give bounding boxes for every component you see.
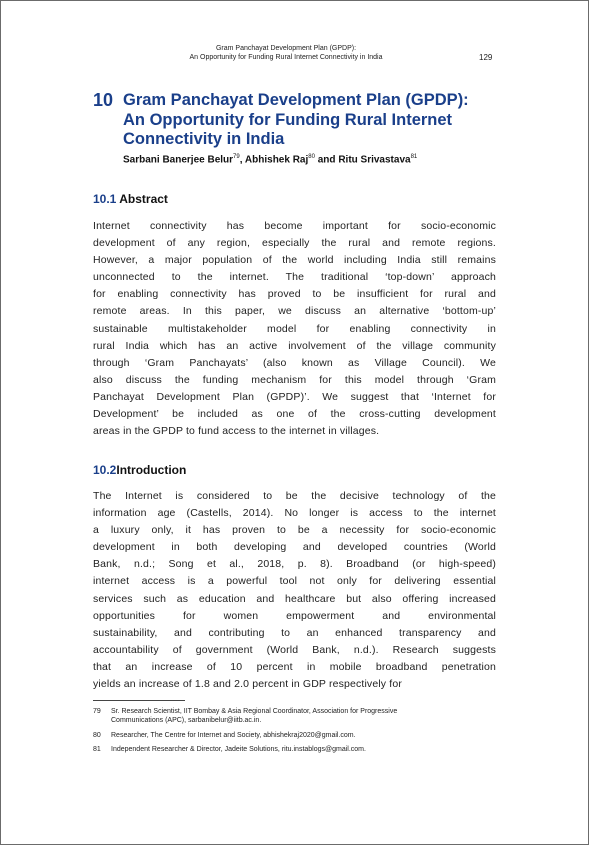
author-separator: and [314,154,339,166]
abstract-body [93,218,496,440]
text-line: areas in the GPDP to fund access to the internet in villages. [93,425,380,438]
footnote-79 [93,707,496,726]
author-name: Abhishek Raj [244,154,309,166]
footnote-number: 79 [93,708,101,715]
introduction-heading [93,463,186,477]
text-line: Panchayat Development Plan (GPDP)’. We suggest that ‘Internet for [93,390,496,403]
footnote-separator [93,700,185,701]
footnote-81 [93,745,496,754]
text-line: development in both developing and developed countries (World [93,541,496,554]
abstract-heading [93,192,168,206]
section-number: 10.2 [93,463,117,477]
text-line: opportunities for women empowerment and environmental [93,609,496,622]
footnote-number: 80 [93,732,101,739]
text-line: internet access is a powerful tool not only for delivering essential [93,575,496,588]
footnote-line: Sr. Research Scientist, IIT Bombay & Asia Regional Coordinator, Association for Progressive [111,708,398,715]
footnote-mark: 80 [308,154,315,160]
section-title: Introduction [116,463,187,477]
text-line: Bank, n.d.; Song et al., 2018, p. 8). Broadband (or high-speed) [93,558,496,571]
chapter-title [123,91,518,150]
footnote-number: 81 [93,746,101,753]
text-line: development of any region, especially the rural and remote regions. [93,237,496,250]
author-name: Ritu Srivastava [338,154,411,166]
page-number: 129 [479,53,493,62]
text-line: remote areas. In this paper, we discuss an alternative ‘bottom-up’ [93,305,496,318]
text-line: The Internet is considered to be the decisive technology of the [93,490,496,502]
running-header-line-2: An Opportunity for Funding Rural Internet Connectivity in India [189,54,383,61]
footnote-80 [93,731,496,740]
footnote-text: Independent Researcher & Director, Jadeite Solutions, ritu.instablogs@gmail.com. [111,746,366,753]
text-line: services such as education and healthcare but also offering increased [93,592,496,605]
text-line: However, a major population of the world including India still remains [93,254,496,267]
chapter-title-line-1: Gram Panchayat Development Plan (GPDP): [123,91,469,109]
footnote-mark: 79 [233,154,240,160]
running-header-line-1: Gram Panchayat Development Plan (GPDP): [215,45,357,52]
text-line: sustainability, and contributing to an enhanced transparency and [93,626,496,639]
footnote-text: Researcher, The Centre for Internet and Society, abhishekraj2020@gmail.com. [111,732,356,739]
author-list [123,154,503,165]
author-name: Sarbani Banerjee Belur [123,154,234,166]
text-line: also discuss the funding mechanism for this model through ‘Gram [93,373,496,386]
text-line: sustainable multistakeholder model for enabling connectivity in [93,322,496,335]
text-line: rural India which has an active involvement of the village community [93,339,496,352]
text-line: accountability of government (World Bank, n.d.). Research suggests [93,643,496,656]
text-line: a luxury only, it has proven to be a necessity for socio-economic [93,524,496,537]
text-line: through ‘Gram Panchayats’ (also known as Village Council). We [93,356,496,369]
footnote-line: Communications (APC), sarbanibelur@iitb.ac.in. [111,717,262,725]
introduction-body [93,488,496,693]
author-separator: , [239,154,245,166]
text-line: that an increase of 10 percent in mobile broadband penetration [93,660,496,673]
footnote-text [111,707,496,726]
section-title: Abstract [119,192,168,206]
section-number: 10.1 [93,192,117,206]
chapter-title-line-2: An Opportunity for Funding Rural Internet [123,110,453,129]
chapter-title-line-3: Connectivity in India [123,130,285,148]
text-line: Internet connectivity has become important for socio-economic [93,220,496,232]
text-line: Development’ be included as one of the cross-cutting development [93,408,496,421]
text-line: for enabling connectivity has proved to be insufficient for rural and [93,288,496,301]
text-line: information age (Castells, 2014). No longer is access to the internet [93,507,496,520]
text-line: yields an increase of 1.8 and 2.0 percent in GDP respectively for [93,678,402,691]
running-header [151,44,421,62]
text-line: unconnected to the internet. The traditional ‘top-down’ approach [93,271,496,284]
footnote-mark: 81 [410,154,418,160]
chapter-number: 10 [93,90,114,110]
